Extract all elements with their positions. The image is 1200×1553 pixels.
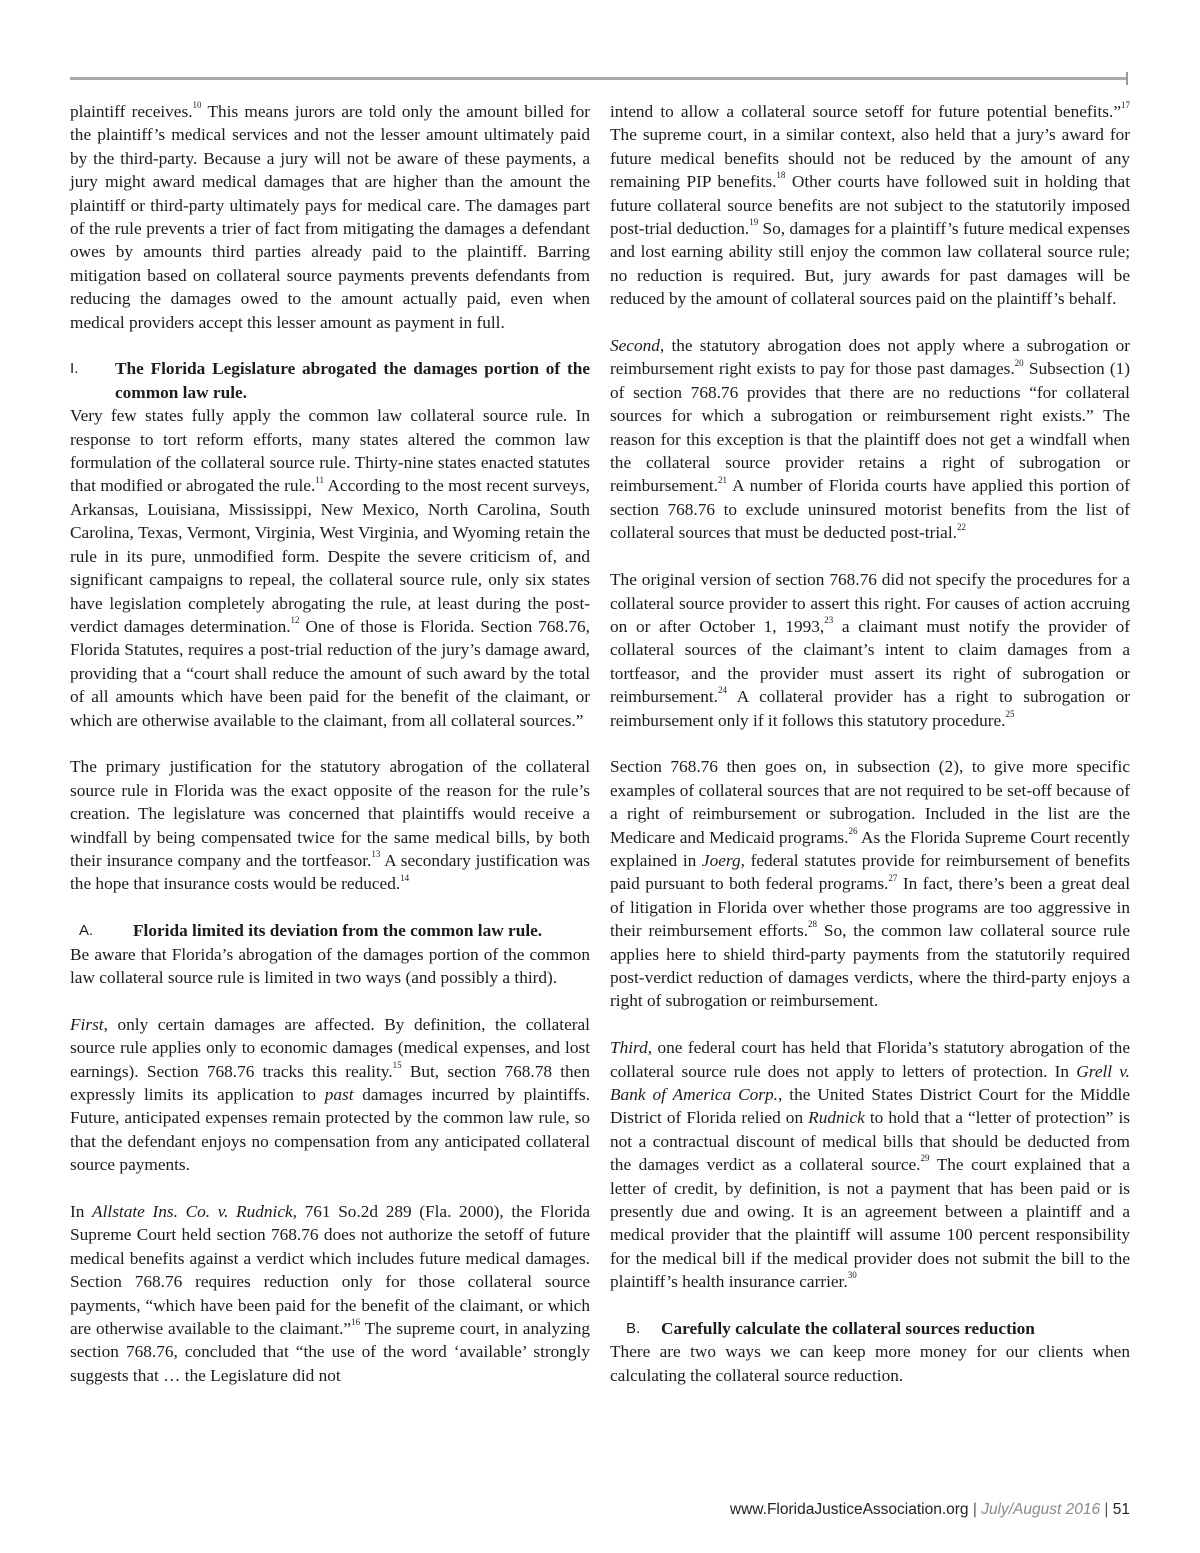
paragraph: Be aware that Florida’s abrogation of the damages portion of the common law collateral source rule is limited in two ways (and possibly a third). [70,944,590,987]
footnote-ref[interactable]: 18 [776,170,786,181]
section-heading-b [610,1317,1130,1340]
footnote-ref[interactable]: 13 [371,849,381,860]
footnote-ref[interactable]: 26 [848,825,858,836]
footnote-ref[interactable]: 20 [1014,357,1024,368]
heading-marker: I. [70,360,79,378]
footnote-ref[interactable]: 24 [717,685,727,696]
footnote-ref[interactable]: 16 [351,1317,361,1328]
page-footer [650,1501,1130,1519]
footnote-ref[interactable]: 12 [290,615,300,626]
header-rule [70,77,1128,80]
footnote-ref[interactable]: 27 [888,872,898,883]
section-heading-a [70,919,590,942]
heading-text: Carefully calculate the collateral sources reduction [661,1319,1035,1339]
right-column [610,100,1130,1387]
paragraph: plaintiff receives.$^{10}$ This means jurors are told only the amount billed for the plaintiff’s medical services and not the lesser amount ultimately paid by the third-party. Because a jury will not be aware of these payments, a jury might award medical damages that are higher than the amount the plaintiff or third-party ultimately pays for medical care. The damages part of the rule prevents a trier of fact from mitigating the damages a defendant owes by amounts third parties already paid to the plaintiff. Barring mitigation based on collateral source payments prevents defendants from reducing the damages owed to the amount actually paid, even when medical providers accept this lesser amount as payment in full. [70,100,590,332]
heading-text: The Florida Legislature abrogated the damages portion of the common law rule. [115,359,590,402]
paragraph: Section 768.76 then goes on, in subsection (2), to give more specific examples of collateral sources that are not required to be set-off because of a right of reimbursement or subrogation. Included in the list are the Medicare and Medicaid programs.$^{26}$ As the Florida Supreme Court recently explained in Joerg, federal statutes provide for reimbursement of benefits paid pursuant to both federal programs.$^{27}$ In fact, there’s been a great deal of litigation in Florida over whether those programs are too aggressive in their reimbursement efforts.$^{28}$ So, the common law collateral source rule applies here to shield third-party payments from the statutorily required post-verdict reduction of damages verdicts, where the third-party enjoys a right of subrogation or reimbursement. [610,757,1130,1011]
footnote-ref[interactable]: 14 [400,872,410,883]
footnote-ref[interactable]: 29 [920,1153,930,1164]
footer-separator: | [968,1501,982,1518]
footnote-ref[interactable]: 30 [847,1270,857,1281]
paragraph: In Allstate Ins. Co. v. Rudnick, 761 So.2d 289 (Fla. 2000), the Florida Supreme Court held section 768.76 does not authorize the setoff of future medical benefits against a verdict which includes future medical damages. Section 768.76 requires reduction only for those collateral source payments, “which have been paid for the benefit of the claimant, or which are otherwise available to the claimant.”$^{16}$ The supreme court, in analyzing section 768.76, concluded that “the use of the word ‘available’ strongly suggests that … the Legislature did not [70,1202,591,1385]
footer-separator: | [1100,1501,1113,1518]
footnote-ref[interactable]: 10 [192,100,202,111]
footnote-ref[interactable]: 17 [1121,100,1130,111]
footnote-ref[interactable]: 15 [392,1059,402,1070]
footnote-ref[interactable]: 25 [1005,708,1015,719]
footer-issue-date: July/August 2016 [981,1501,1101,1518]
footnote-ref[interactable]: 21 [717,474,727,485]
section-heading-i [70,357,590,404]
paragraph: Third, one federal court has held that Florida’s statutory abrogation of the collateral source rule does not apply to letters of protection. In Grell v. Bank of America Corp., the United States District Court for the Middle District of Florida relied on Rudnick to hold that a “letter of protection” is not a contractual discount of medical bills that should be deducted from the damages verdict as a collateral source.$^{29}$ The court explained that a letter of credit, by definition, is not a payment that has been paid or is presently due and owing. It is an agreement between a plaintiff and a medical provider that the plaintiff will assume 100 percent responsibility for the medical bill if the medical provider does not submit the bill to the plaintiff’s health insurance carrier.$^{30}$ [610,1038,1130,1292]
paragraph: Very few states fully apply the common law collateral source rule. In response to tort reform efforts, many states altered the common law formulation of the collateral source rule. Thirty-nine states enacted statutes that modified or abrogated the rule.$^{11}$ According to the most recent surveys, Arkansas, Louisiana, Mississippi, New Mexico, North Carolina, South Carolina, Texas, Vermont, Virginia, West Virginia, and Wyoming retain the rule in its pure, unmodified form. Despite the severe criticism of, and significant campaigns to repeal, the collateral source rule, only six states have legislation completely abrogating the rule, at least during the post-verdict damages determination.$^{12}$ One of those is Florida. Section 768.76, Florida Statutes, requires a post-trial reduction of the jury’s damage award, providing that a “court shall reduce the amount of such award by the total of all amounts which have been paid for the benefit of the claimant, or which are otherwise available to the claimant, from all collateral sources.” [70,406,590,730]
page-number: 51 [1112,1501,1130,1518]
header-rule-cap [1126,72,1128,85]
paragraph: There are two ways we can keep more money for our clients when calculating the collateral source reduction. [610,1342,1130,1385]
footnote-ref[interactable]: 22 [956,521,966,532]
paragraph: The original version of section 768.76 did not specify the procedures for a collateral source provider to assert this right. For causes of action accruing on or after October 1, 1993,23 a claimant must notify the provider of collateral sources of the claimant’s intent to claim damages from a tortfeasor, and the provider must assert its right of subrogation or reimbursement.$^{24}$ A collateral provider has a right to subrogation or reimbursement only if it follows this statutory procedure.$^{25}$ [610,570,1130,730]
paragraph: The primary justification for the statutory abrogation of the collateral source rule in Florida was the exact opposite of the reason for the rule’s creation. The legislature was concerned that plaintiffs would receive a windfall by being compensated twice for the same medical bills, by both their insurance company and the tortfeasor.$^{13}$ A secondary justification was the hope that insurance costs would be reduced.$^{14}$ [70,757,590,894]
footnote-ref[interactable]: 23 [824,615,834,626]
paragraph: intend to allow a collateral source setoff for future potential benefits.”$^{17}$ The supreme court, in a similar context, also held that a jury’s award for future medical benefits should not be reduced by the amount of any remaining PIP benefits.$^{18}$ Other courts have followed suit in holding that future collateral source benefits are not subject to the statutorily imposed post-trial deduction.$^{19}$ So, damages for a plaintiff’s future medical expenses and lost earning ability still enjoy the common law collateral source rule; no reduction is required. But, jury awards for past damages will be reduced by the amount of collateral sources paid on the plaintiff’s behalf. [610,100,1131,309]
paragraph: Second, the statutory abrogation does not apply where a subrogation or reimbursement right exists to pay for those past damages.$^{20}$ Subsection (1) of section 768.76 provides that there are no reductions “for collateral sources for which a subrogation or reimbursement right exists.” The reason for this exception is that the plaintiff does not get a windfall when the collateral source provider retains a right of subrogation or reimbursement.$^{21}$ A number of Florida courts have applied this portion of section 768.76 to exclude uninsured motorist benefits from the list of collateral sources that must be deducted post-trial.$^{22}$ [610,336,1131,543]
footnote-ref[interactable]: 11 [315,474,324,485]
heading-marker: B. [626,1320,641,1338]
footnote-ref[interactable]: 28 [808,919,818,930]
footnote-ref[interactable]: 19 [749,217,759,228]
heading-text: Florida limited its deviation from the common law rule. [133,921,543,941]
footer-website-link[interactable]: www.FloridaJusticeAssociation.org [729,1501,969,1518]
paragraph: First, only certain damages are affected. By definition, the collateral source rule applies only to economic damages (medical expenses, and lost earnings). Section 768.76 tracks this reality.$^{15}$ But, section 768.78 then expressly limits its application to past damages incurred by plaintiffs. Future, anticipated expenses remain protected by the common law rule, so that the defendant enjoys no compensation from any anticipated collateral source payments. [70,1014,591,1175]
left-column [70,100,590,1387]
heading-marker: A. [79,922,94,940]
